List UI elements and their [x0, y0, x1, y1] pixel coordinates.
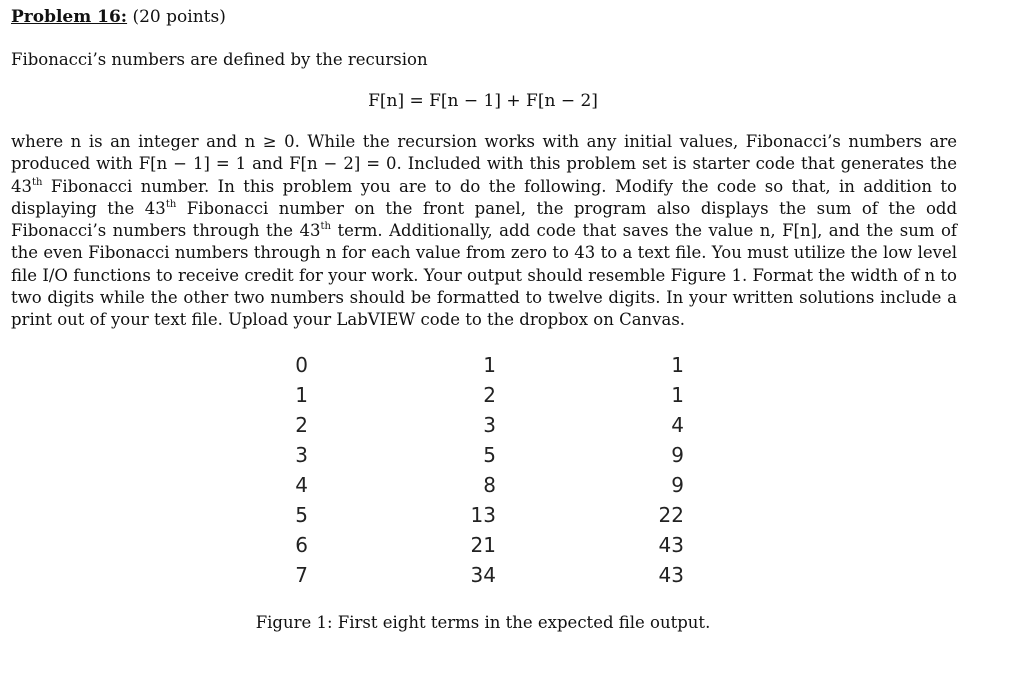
table-cell-n: 7 — [295, 563, 308, 587]
recursion-equation: F[n] = F[n − 1] + F[n − 2] — [368, 91, 598, 111]
figure-caption: Figure 1: First eight terms in the expected file output. — [255, 613, 711, 632]
table-cell-even-sum: 1 — [671, 383, 684, 407]
table-cell-n: 3 — [295, 443, 308, 467]
table-cell-fib: 21 — [470, 533, 496, 557]
column-n — [228, 350, 308, 590]
superscript-th-2: th — [165, 198, 177, 210]
superscript-th-3: th — [320, 221, 331, 233]
superscript-th-1: th — [32, 176, 43, 188]
table-cell-n: 4 — [295, 473, 308, 497]
table-cell-fib: 34 — [470, 563, 496, 587]
paragraph-part-1: where n is an integer and n ≥ 0. While the recursion works with any initial values, Fibonacci’s numbers are produced with F[n − 1] = 1 and F[n − 2] = 0. Included with this problem set is starter code that generates the 43 — [11, 132, 957, 196]
table-cell-even-sum: 43 — [658, 563, 684, 587]
table-cell-fib: 5 — [483, 443, 496, 467]
problem-paragraph — [11, 131, 957, 332]
table-cell-fib: 8 — [483, 473, 496, 497]
table-cell-fib: 1 — [483, 353, 496, 377]
table-cell-n: 6 — [295, 533, 308, 557]
table-cell-fib: 2 — [483, 383, 496, 407]
table-cell-even-sum: 4 — [671, 413, 684, 437]
paragraph-part-4: term. Additionally, add code that saves the value n, F[n], and the sum of the even Fibonacci numbers through n for each value from zero to 43 to a text file. You must utilize the low level file I/O functions to receive credit for your work. Your output should resemble Figure 1. Format the width of n to two digits while the other two numbers should be formatted to twelve digits. In your written solutions include a print out of your text file. Upload your LabVIEW code to the dropbox on Canvas. — [11, 221, 957, 330]
problem-points: (20 points) — [132, 7, 226, 27]
column-fibonacci — [416, 350, 496, 590]
table-cell-even-sum: 9 — [671, 443, 684, 467]
table-cell-even-sum: 43 — [658, 533, 684, 557]
paragraph-part-3: Fibonacci number on the front panel, the program also displays the sum of the odd Fibonacci’s numbers through the 43 — [11, 198, 958, 241]
table-cell-n: 0 — [295, 353, 308, 377]
table-cell-even-sum: 22 — [658, 503, 684, 527]
problem-label: Problem 16: — [11, 7, 128, 27]
intro-text: Fibonacci’s numbers are defined by the recursion — [11, 50, 428, 69]
paragraph-part-2: Fibonacci number. In this problem you are to do the following. Modify the code so that, in addition to displaying the 43 — [11, 176, 957, 218]
table-cell-n: 5 — [295, 503, 308, 527]
table-cell-n: 2 — [295, 413, 308, 437]
table-cell-n: 1 — [295, 383, 308, 407]
problem-heading — [11, 7, 226, 27]
table-cell-even-sum: 9 — [671, 473, 684, 497]
column-even-sum — [604, 350, 684, 590]
table-cell-fib: 13 — [470, 503, 496, 527]
table-cell-fib: 3 — [483, 413, 496, 437]
table-cell-even-sum: 1 — [671, 353, 684, 377]
